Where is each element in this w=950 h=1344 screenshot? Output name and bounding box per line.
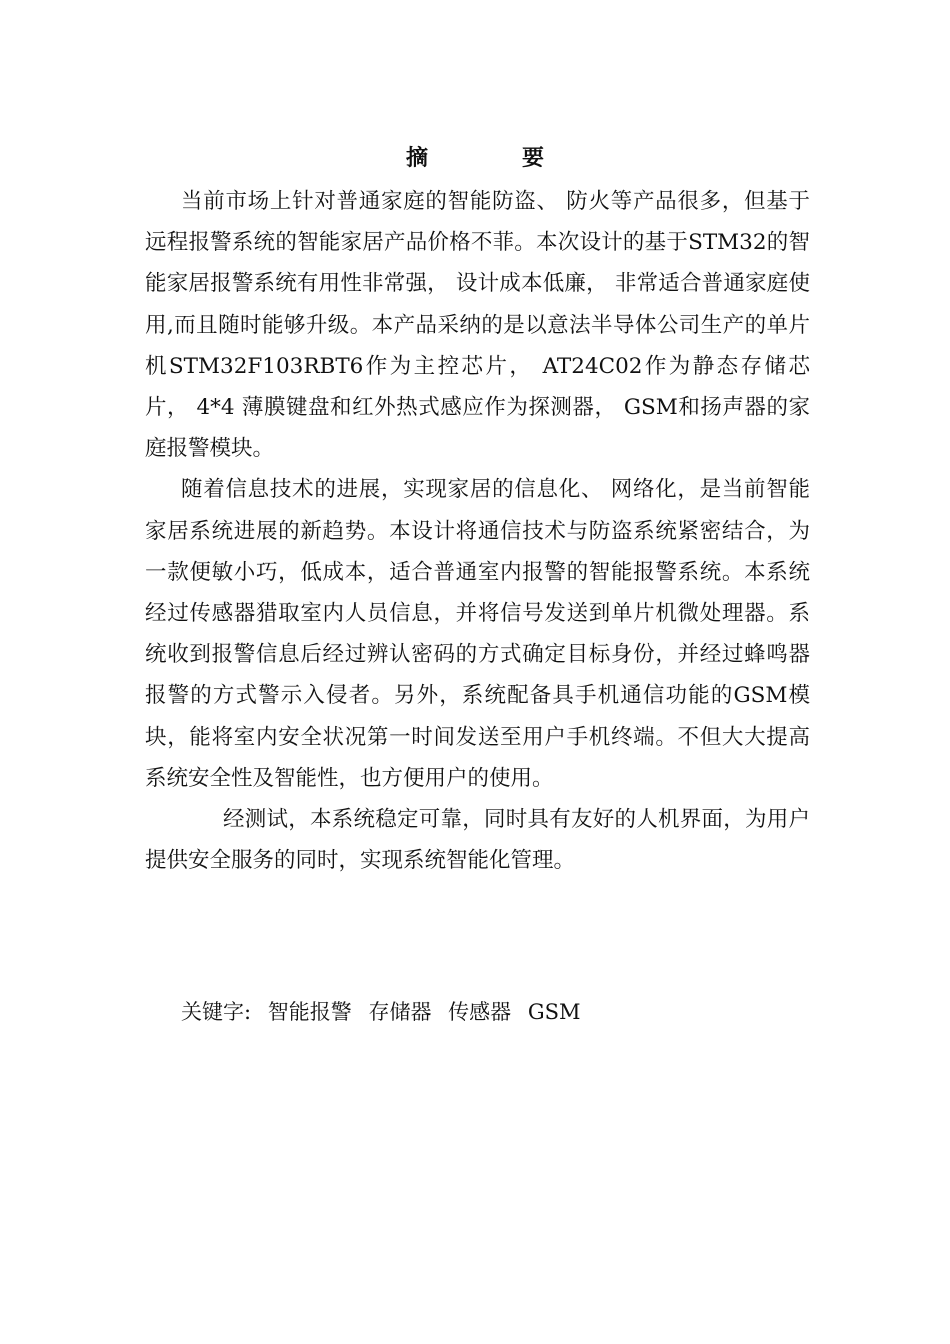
abstract-paragraph-2: 随着信息技术的进展，实现家居的信息化、 网络化，是当前智能家居系统进展的新趋势。本设计将通信技术与防盗系统紧密结合，为一款便敏小巧，低成本，适合普通室内报警的智能报警系统。本系统经过传感器猎取室内人员信息，并将信号发送到单片机微处理器。系统收到报警信息后经过辨认密码的方式确定目标身份，并经过蜂鸣器报警的方式警示入侵者。另外，系统配备具手机通信功能的GSM模块，能将室内安全状况第一时间发送至用户手机终端。不但大大提高系统安全性及智能性，也方便用户的使用。 <box>145 477 810 791</box>
abstract-paragraph-3: 经测试，本系统稳定可靠，同时具有友好的人机界面，为用户提供安全服务的同时，实现系统智能化管理。 <box>145 807 810 874</box>
keyword-3: 传感器 <box>448 1000 512 1024</box>
keywords-line <box>181 996 801 1028</box>
keyword-2: 存储器 <box>368 1000 432 1024</box>
abstract-body <box>145 181 810 881</box>
keyword-1: 智能报警 <box>267 1000 352 1024</box>
abstract-paragraph-1: 当前市场上针对普通家庭的智能防盗、 防火等产品很多，但基于远程报警系统的智能家居产品价格不菲。本次设计的基于STM32的智能家居报警系统有用性非常强， 设计成本低廉， 非常适合普通家庭使用,而且随时能够升级。本产品采纳的是以意法半导体公司生产的单片机STM32F103RBT6作为主控芯片， AT24C02作为静态存储芯片， 4*4 薄膜键盘和红外热式感应作为探测器， GSM和扬声器的家庭报警模块。 <box>145 189 810 462</box>
abstract-title: 摘 要 <box>405 146 580 171</box>
keywords-label: 关键字: <box>181 1000 252 1024</box>
keyword-4: GSM <box>527 1000 581 1024</box>
